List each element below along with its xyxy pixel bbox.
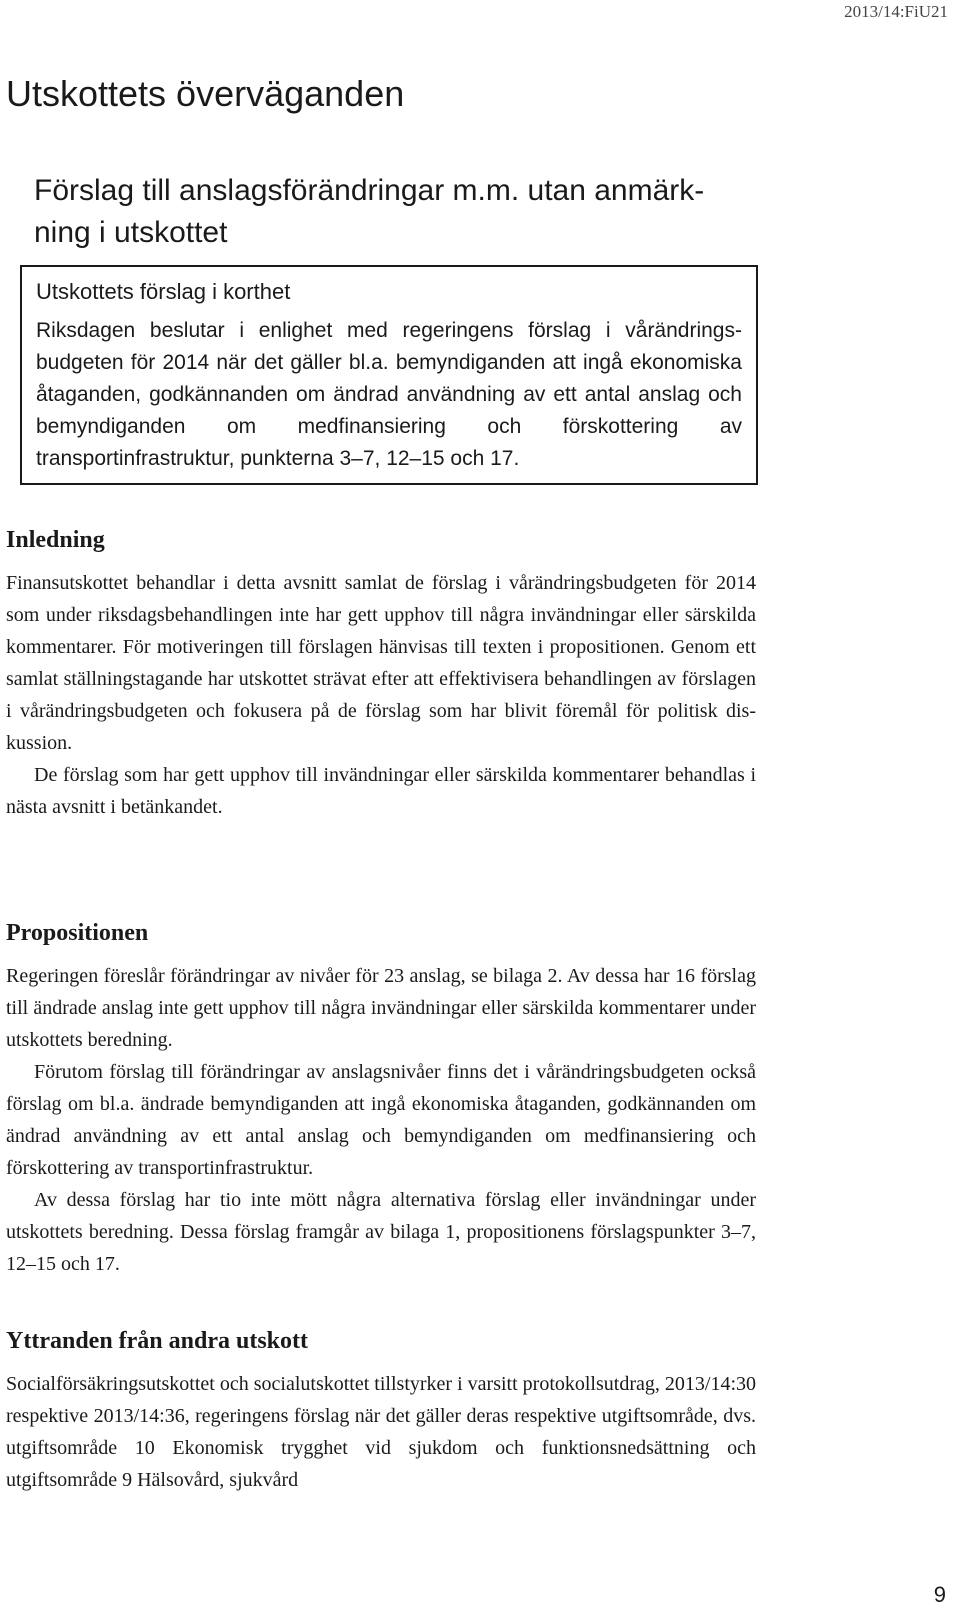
page-title: Utskottets överväganden [6, 73, 405, 114]
summary-text: Riksdagen beslutar i enlighet med regeringens förslag i vårändringsbudgeten för 2014 när det gäller bl.a. bemyndiganden att ingå ekonomiska åtaganden, godkännanden om ändrad användning av ett antal anslag och bemyndiganden om medfinansiering och förskottering av transportinfrastruktur, punkterna 3–7, 12–15 och 17. [36, 319, 742, 470]
heading-inledning: Inledning [6, 527, 105, 553]
summary-title: Utskottets förslag i korthet [36, 279, 291, 304]
yttranden-paragraph-1: Socialförsäkringsutskottet och socialutskottet tillstyrker i varsitt protokollsutdrag, 2013/14:30 respektive 2013/14:36, regeringens förslag när det gäller deras respektive utgiftsområde, dvs. utgiftsområde 10 Ekonomisk trygghet vid sjukdom och funktionsnedsättning och utgiftsområde 9 Hälsovård, sjukvård [6, 1373, 756, 1491]
propositionen-body [6, 960, 756, 1280]
summary-box [20, 265, 758, 485]
inledning-body [6, 567, 756, 823]
inledning-paragraph-1: Finansutskottet behandlar i detta avsnitt samlat de förslag i vårändringsbudgeten för 2014 som under riksdagsbehandlingen inte har gett upphov till några invändningar eller särskilda kommentarer. För motiveringen till förslagen hänvisas till texten i propositionen. Genom ett samlat ställningstagande har utskottet strävat efter att effektivisera behandlingen av förslagen i vårändringsbudgeten och fokusera på de förslag som har blivit föremål för politisk diskussion. [6, 572, 756, 754]
heading-propositionen: Propositionen [6, 920, 149, 946]
inledning-paragraph-2: De förslag som har gett upphov till invändningar eller särskilda kommentarer behandlas i nästa avsnitt i betänkandet. [6, 764, 756, 818]
propositionen-paragraph-1: Regeringen föreslår förändringar av nivåer för 23 anslag, se bilaga 2. Av dessa har 16 förslag till ändrade anslag inte gett upphov till några invändningar eller särskilda kommentarer under utskottets beredning. [6, 965, 756, 1051]
heading-yttranden: Yttranden från andra utskott [6, 1328, 309, 1354]
page-number: 9 [933, 1582, 946, 1607]
propositionen-paragraph-2: Förutom förslag till förändringar av anslagsnivåer finns det i vårändringsbudgeten också förslag om bl.a. ändrade bemyndiganden att ingå ekonomiska åtaganden, godkännanden om ändrad användning av ett antal anslag och bemyndiganden om medfinansiering och förskottering av transportinfrastruktur. [6, 1061, 756, 1179]
propositionen-paragraph-3: Av dessa förslag har tio inte mött några alternativa förslag eller invändningar under utskottets beredning. Dessa förslag framgår av bilaga 1, propositionens förslagspunkter 3–7, 12–15 och 17. [6, 1189, 756, 1275]
section-title: Förslag till anslagsförändringar m.m. utan anmärkning i utskottet [34, 174, 705, 249]
document-reference: 2013/14:FiU21 [844, 2, 948, 21]
yttranden-body [6, 1368, 756, 1496]
